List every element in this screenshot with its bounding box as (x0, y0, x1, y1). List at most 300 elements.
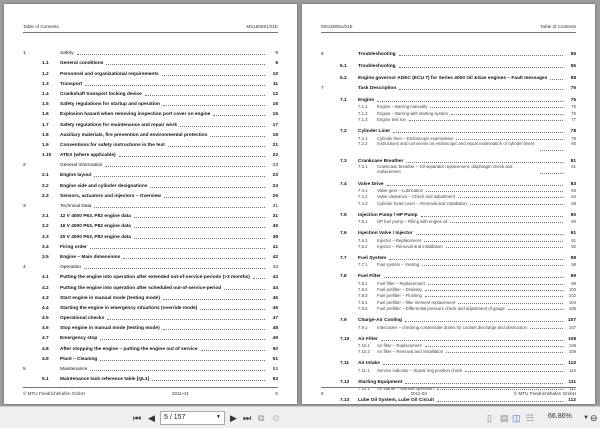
toc-entry-title: Emergency stop (60, 336, 98, 342)
toc-entry-page: 104 (568, 299, 576, 305)
toc-entry-title: Air filter – Removal and installation (377, 349, 444, 355)
toc-entry[interactable] (23, 148, 278, 158)
toc-entry-page: 83 (571, 187, 576, 193)
toc-entry[interactable] (321, 323, 576, 329)
toc-entry[interactable] (321, 251, 576, 261)
toc-entry[interactable] (23, 291, 278, 301)
toc-entry-page: 50 (272, 346, 278, 352)
toc-entry-page: 111 (569, 386, 576, 392)
toc-entry-title: Instructions and comments on endoscopic and visual examination of cylinder liners (377, 140, 535, 146)
toc-entry-page: 42 (272, 254, 278, 260)
toc-entry-title: Injection Pump / HP Pump (358, 212, 418, 218)
toc-entry[interactable] (321, 243, 576, 249)
toc-leader-dots (163, 105, 265, 106)
toc-entry[interactable] (23, 301, 278, 311)
toc-entry-number: 7.1.1 (358, 104, 368, 110)
toc-entry-number: 7.13 (340, 398, 350, 404)
toc-entry[interactable] (23, 117, 278, 127)
footer-copyright: © MTU Friedrichshafen GmbH (23, 391, 86, 396)
toc-leader-dots (105, 166, 265, 167)
toc-leader-dots (94, 176, 265, 177)
toc-entry-number: 5.1 (42, 377, 49, 383)
toc-entry-title: HP fuel pump – Filling with engine oil (377, 219, 448, 225)
toc-entry-title: Engine – Barring manually (377, 104, 428, 110)
toc-entry[interactable] (23, 46, 278, 56)
toc-leader-dots (100, 339, 265, 340)
page-footer (321, 387, 576, 396)
toc-entry-title: Air starter – Manual operation (377, 386, 434, 392)
toc-entry-number: 4.6 (42, 326, 49, 332)
toc-entry-title: Lube Oil System, Lube Oil Circuit (358, 398, 434, 404)
toc-entry[interactable] (23, 199, 278, 209)
toc-entry-page: 110 (569, 367, 576, 373)
toc-leader-dots (399, 67, 563, 68)
toc-leader-dots (134, 238, 265, 239)
toc-leader-dots (451, 114, 563, 115)
toc-leader-dots (145, 95, 265, 96)
toc-leader-dots (381, 340, 563, 341)
toc-entry-number: 4.4 (42, 305, 49, 311)
toc-leader-dots (210, 136, 265, 137)
toc-entry-number: 4.7 (42, 336, 49, 342)
page-header (23, 24, 278, 33)
footer-date: 2011-04 (410, 391, 427, 396)
copy-icon[interactable]: ⧉ (258, 413, 265, 423)
toc-entry-title: Engine side and cylinder designations (60, 183, 148, 189)
toc-leader-dots (450, 222, 563, 223)
toc-entry-page: 11 (272, 81, 278, 87)
toc-entry[interactable] (321, 332, 576, 342)
toc-entry-number: 7.8.5 (358, 306, 368, 312)
toc-entry[interactable] (23, 311, 278, 321)
toc-leader-dots (458, 197, 563, 198)
page-footer (23, 387, 278, 396)
doc-id: MS150051/01E (321, 24, 353, 29)
footer-page-number: 5 (275, 391, 278, 396)
toc-entry-title: Personnel and organizational requirements (60, 71, 159, 77)
toc-entry-number: 7.4.1 (358, 187, 368, 193)
toc-entry[interactable] (321, 269, 576, 279)
toc-leader-dots (456, 139, 563, 140)
toc-leader-dots (550, 79, 563, 80)
toc-leader-dots (162, 75, 265, 76)
toc-entry-page: 91 (571, 237, 576, 243)
toc-entry-number: 7.5 (340, 212, 347, 218)
toc-entry-title: Conventions for safety instructions in the text (60, 142, 165, 148)
toc-entry[interactable] (321, 154, 576, 164)
toc-entry[interactable] (321, 226, 576, 236)
toc-entry[interactable] (23, 260, 278, 270)
toc-entry-title: Safety regulations for maintenance and repair work (60, 122, 178, 128)
toc-entry-page: 53 (272, 377, 278, 383)
toc-entry-title: Cylinder head cover – Removal and installation (377, 200, 467, 206)
toc-entry-title: Service indicator – Signal ring position check (377, 367, 463, 373)
toc-entry[interactable] (321, 116, 576, 122)
toc-leader-dots (425, 346, 563, 347)
toc-entry[interactable] (23, 240, 278, 250)
toc-entry[interactable] (23, 178, 278, 188)
toc-entry-title: Maintenance (60, 367, 88, 372)
toc-entry-page: 55 (570, 63, 576, 69)
toc-entry-title: After stopping the engine – putting the engine out of service (60, 346, 198, 352)
toc-entry-number: 1 (23, 51, 26, 57)
toc-entry-page: 25 (272, 193, 278, 199)
toc-entry-page: 12 (272, 91, 278, 97)
toc-entry-title: Fuel filter – Replacement (377, 280, 425, 286)
page-right (302, 4, 595, 404)
toc-entry-page: 75 (571, 104, 576, 110)
toc-entry-page: 47 (272, 316, 278, 322)
toc-entry-title: Fuel prefilter – Flushing (377, 293, 422, 299)
toc-entry-title: Injection Valve / Injector (358, 231, 413, 237)
toc-entry-title: Starting Equipment (358, 379, 403, 385)
toc-entry-page: 10 (272, 71, 278, 77)
toc-leader-dots (424, 241, 563, 242)
toc-entry-number: 7.9.1 (358, 324, 368, 330)
toc-entry[interactable] (23, 128, 278, 138)
toc-entry-page: 75 (570, 98, 576, 103)
toc-entry-title: General conditions (60, 61, 104, 67)
toc-entry[interactable] (321, 81, 576, 92)
toc-entry[interactable] (23, 66, 278, 76)
toc-entry-title: Charge-Air Cooling (358, 318, 402, 324)
toc-entry[interactable] (23, 280, 278, 290)
toc-leader-dots (94, 207, 265, 208)
toc-list (321, 46, 576, 403)
toc-leader-dots (446, 352, 563, 353)
toc-entry[interactable] (23, 56, 278, 66)
toc-entry-title: Valve Drive (358, 181, 384, 187)
toc-entry[interactable] (321, 356, 576, 366)
toc-entry-title: Troubleshooting (358, 63, 396, 69)
toc-entry-page: 99 (570, 274, 576, 280)
footer-copyright: © MTU Friedrichshafen GmbH (513, 391, 576, 396)
toc-entry-number: 7.10.1 (358, 343, 370, 349)
toc-entry-title: Putting the engine into operation after scheduled out-of-service-period (60, 285, 222, 291)
toc-entry-title: Sensors, actuators and injectors – Overview (60, 193, 162, 199)
toc-entry[interactable] (321, 59, 576, 69)
toc-leader-dots (530, 328, 563, 329)
toc-leader-dots (134, 227, 265, 228)
toc-entry-page: 109 (568, 349, 576, 355)
toc-entry[interactable] (321, 375, 576, 385)
toc-entry[interactable] (321, 366, 576, 372)
toc-entry[interactable] (23, 138, 278, 148)
toc-leader-dots (421, 216, 563, 217)
toc-entry-number: 1.6 (42, 112, 49, 118)
toc-leader-dots (377, 101, 563, 102)
toc-entry[interactable] (321, 313, 576, 323)
toc-entry-page: 111 (568, 379, 576, 385)
toc-entry-page: 55 (570, 51, 576, 57)
toc-entry[interactable] (321, 141, 576, 152)
toc-entry-page: 110 (568, 361, 576, 367)
toc-entry[interactable] (321, 164, 576, 175)
toc-entry-title: Safety (60, 51, 74, 57)
toc-entry[interactable] (321, 177, 576, 187)
toc-entry-title: Injector – Replacement (377, 237, 422, 243)
toc-entry-page: 23 (272, 163, 278, 169)
toc-entry-page: 98 (570, 255, 576, 261)
toc-entry-number: 2 (23, 163, 26, 169)
toc-entry-title: 16 V 4000 P63, P83 engine data (60, 224, 131, 230)
toc-entry-page: 108 (567, 336, 576, 342)
toc-entry-number: 7.8.1 (358, 280, 368, 286)
toc-entry-number: 7.7.1 (358, 262, 368, 268)
toc-entry[interactable] (23, 321, 278, 331)
toc-entry-number: 7.4.2 (358, 194, 368, 200)
toc-entry-title: Engine – Barring with starting system (377, 110, 448, 116)
toc-entry-number: 7.11 (340, 361, 350, 367)
toc-entry-page: 107 (567, 318, 576, 324)
toc-entry-page: 17 (272, 122, 278, 128)
toc-leader-dots (168, 146, 265, 147)
toc-leader-dots (399, 55, 563, 56)
toc-entry[interactable] (23, 97, 278, 107)
header-title: Table of Contents (540, 24, 576, 29)
toc-entry-title: Engine – Main dimensions (60, 254, 121, 260)
toc-entry-title: Starting the engine in emergency situations (override mode) (60, 305, 198, 311)
toc-entry-number: 7.2.2 (358, 140, 368, 146)
toc-entry-page: 89 (571, 200, 576, 206)
toc-entry-page: 31 (272, 204, 278, 209)
toc-entry[interactable] (23, 77, 278, 87)
toc-leader-dots (383, 364, 563, 365)
toc-entry-number: 7.4 (340, 181, 347, 187)
toc-entry-title: Crankcase Breather (358, 158, 404, 164)
toc-leader-dots (200, 309, 265, 310)
paste-icon[interactable]: ⧉ (273, 413, 280, 423)
toc-entry-title: Operational checks (60, 316, 105, 322)
toc-entry-number: 2.1 (42, 173, 49, 179)
toc-entry-page: 98 (571, 262, 576, 268)
toc-entry[interactable] (23, 270, 278, 280)
toc-entry-title: Cylinder Liner (358, 129, 391, 135)
toc-leader-dots (84, 268, 265, 269)
toc-entry-number: 7.2.1 (358, 135, 368, 141)
toc-entry[interactable] (23, 229, 278, 239)
two-page-view-icon[interactable]: ◫ (512, 413, 521, 423)
toc-leader-dots (119, 156, 265, 157)
toc-leader-dots (150, 187, 265, 188)
zoom-level[interactable]: 66.86% (548, 413, 572, 420)
toc-entry[interactable] (23, 372, 278, 382)
toc-entry-title: Engine governor ADEC (ECU 7) for Series 4000 Oil &Gas engines – Fault messages (358, 75, 548, 81)
toc-entry-page: 106 (568, 306, 576, 312)
toc-list (23, 46, 278, 382)
toc-leader-dots (405, 383, 563, 384)
toc-entry-title: 12 V 4000 P63, P83 engine data (60, 214, 131, 220)
toc-entry-page: 75 (570, 86, 576, 91)
toc-leader-dots (163, 299, 265, 300)
toc-entry[interactable] (321, 46, 576, 57)
toc-entry[interactable] (321, 93, 576, 103)
page-left (4, 4, 297, 404)
footer-date: 2011-04 (172, 391, 189, 396)
toc-entry-page: 78 (570, 129, 576, 135)
toc-entry[interactable] (23, 87, 278, 97)
toc-entry-title: Valve gear – Lubrication (377, 187, 424, 193)
toc-entry-number: 6.2 (340, 75, 347, 81)
next-page-icon[interactable]: ▶ (230, 413, 237, 423)
toc-entry-title: General Information (60, 163, 103, 169)
toc-entry[interactable] (321, 199, 576, 205)
toc-entry-number: 1.5 (42, 102, 49, 108)
toc-entry[interactable] (23, 189, 278, 199)
toc-entry-page: 21 (272, 142, 278, 148)
toc-leader-dots (253, 278, 265, 279)
toc-entry[interactable] (23, 158, 278, 168)
toc-entry-title: Maintenance task reference table [QL1] (60, 377, 150, 383)
page-header (321, 24, 576, 33)
toc-entry[interactable] (23, 341, 278, 351)
toc-leader-dots (425, 290, 563, 291)
toc-entry-page: 41 (272, 244, 278, 250)
toc-leader-dots (107, 319, 265, 320)
toc-entry-title: Fuel System (358, 255, 387, 261)
toc-entry-number: 7.12 (340, 379, 350, 385)
toc-leader-dots (425, 296, 563, 297)
toc-entry-page: 90 (571, 219, 576, 225)
toc-entry-title: Task Description (358, 86, 397, 91)
toc-entry[interactable] (23, 352, 278, 362)
page-number-input[interactable] (160, 411, 225, 425)
toc-entry-title: Transport (60, 81, 83, 87)
toc-entry-title: Cylinder liner – Endoscopic examination (377, 135, 454, 141)
toc-leader-dots (426, 191, 563, 192)
toc-entry-page: 76 (571, 110, 576, 116)
toc-leader-dots (152, 380, 265, 381)
toc-entry[interactable] (23, 219, 278, 229)
toc-entry[interactable] (321, 124, 576, 134)
toc-entry-title: Troubleshooting (358, 51, 396, 57)
zoom-out-icon[interactable]: ⊖ (590, 413, 598, 423)
toc-entry-page: 16 (272, 112, 278, 118)
toc-entry-page: 35 (272, 224, 278, 230)
toc-entry-page: 49 (272, 336, 278, 342)
toc-entry-title: Fuel system – Venting (377, 262, 420, 268)
toc-entry-page: 9 (275, 61, 278, 67)
first-page-icon[interactable]: ⏮ (133, 413, 142, 423)
toc-leader-dots (85, 85, 265, 86)
two-page-continuous-icon[interactable]: ☷ (526, 413, 535, 423)
toc-leader-dots (508, 309, 563, 310)
toc-entry-number: 4.5 (42, 316, 49, 322)
toc-entry-title: Explosion hazard when removing inspection port cover on engine (60, 112, 211, 118)
toc-leader-dots (416, 234, 563, 235)
toc-leader-dots (540, 173, 563, 174)
toc-entry-page: 44 (272, 285, 278, 291)
toc-entry-page: 81 (570, 158, 576, 164)
toc-entry-number: 3.3 (42, 234, 49, 240)
toc-entry-number: 7.8.4 (358, 299, 368, 305)
continuous-view-icon[interactable]: ▤ (500, 413, 509, 423)
toc-entry-number: 7.8 (340, 274, 347, 280)
toc-entry-number: 4.8 (42, 346, 49, 352)
toc-entry[interactable] (23, 168, 278, 178)
toc-entry[interactable] (321, 348, 576, 354)
bottom-toolbar (0, 406, 600, 428)
toc-entry[interactable] (23, 331, 278, 341)
toc-entry[interactable] (23, 250, 278, 260)
toc-entry[interactable] (23, 107, 278, 117)
toc-entry-number: 7.3.1 (358, 163, 368, 169)
page-number-value: 5 / 157 (164, 414, 186, 421)
toc-entry[interactable] (321, 71, 576, 81)
toc-entry-number: 7.1.2 (358, 110, 368, 116)
chevron-down-icon[interactable]: ▼ (216, 414, 221, 420)
toc-leader-dots (437, 401, 563, 402)
toc-entry-number: 5 (23, 367, 26, 372)
previous-page-icon[interactable]: ◀ (148, 413, 155, 423)
toc-entry-page: 90 (570, 212, 576, 218)
toc-leader-dots (134, 217, 265, 218)
toc-entry-title: Air Filter (358, 336, 378, 342)
toc-entry-page: 99 (571, 280, 576, 286)
toc-leader-dots (106, 64, 265, 65)
toc-leader-dots (123, 258, 265, 259)
toc-leader-dots (540, 150, 563, 151)
toc-entry[interactable] (321, 218, 576, 224)
toc-entry[interactable] (23, 209, 278, 219)
toc-entry-number: 7.8.3 (358, 293, 368, 299)
toc-entry-page: 58 (570, 75, 576, 81)
toc-entry-page: 91 (570, 231, 576, 237)
toc-entry-page: 43 (272, 265, 278, 271)
toc-entry-number: 1.9 (42, 142, 49, 148)
toc-entry-page: 48 (272, 326, 278, 332)
toc-entry-title: Fuel prefilter – filter element replacement (377, 299, 456, 305)
toc-leader-dots (430, 107, 563, 108)
zoom-dropdown-icon[interactable]: ▼ (583, 415, 589, 421)
toc-entry-page: 81 (571, 163, 576, 169)
toc-entry-page: 51 (272, 356, 278, 362)
toc-entry-number: 7.1.3 (358, 117, 368, 123)
toc-entry-number: 1.10 (42, 153, 52, 159)
toc-leader-dots (201, 350, 265, 351)
toc-entry-title: Valve clearance – Check and adjustment (377, 194, 455, 200)
toc-entry-title: Plant – Cleaning (60, 356, 98, 362)
toc-entry-page: 92 (571, 243, 576, 249)
toc-entry[interactable] (321, 261, 576, 267)
toc-entry-page: 15 (272, 102, 278, 108)
toc-entry-number: 7.1 (340, 98, 347, 103)
toc-entry-title: Engine test run (377, 117, 406, 123)
toc-entry[interactable] (321, 208, 576, 218)
toc-entry-page: 38 (272, 234, 278, 240)
toc-entry-title: Fuel prefilter – Draining (377, 287, 422, 293)
last-page-icon[interactable]: ⏭ (243, 413, 252, 423)
toc-entry-page: 80 (571, 140, 576, 146)
toc-entry-title: Putting the engine into operation after extended out-of-service-periods (>3 months) (60, 275, 250, 281)
toc-leader-dots (422, 265, 563, 266)
toc-entry-page: 108 (568, 343, 576, 349)
toc-entry-number: 2.3 (42, 193, 49, 199)
toc-leader-dots (77, 54, 265, 55)
toc-entry-number: 1.1 (42, 61, 49, 67)
toc-entry-title: Engine layout (60, 173, 92, 179)
toc-entry-page: 45 (272, 295, 278, 301)
toc-entry-title: Firing order (60, 244, 87, 250)
toc-entry-page: 22 (272, 153, 278, 159)
toc-leader-dots (180, 126, 265, 127)
toc-entry-page: 31 (272, 214, 278, 220)
single-page-view-icon[interactable]: ▯ (487, 413, 492, 423)
toc-entry-title: ATEX (where applicable) (60, 153, 116, 159)
toc-leader-dots (213, 115, 265, 116)
toc-entry[interactable] (321, 305, 576, 311)
toc-entry[interactable] (23, 362, 278, 372)
